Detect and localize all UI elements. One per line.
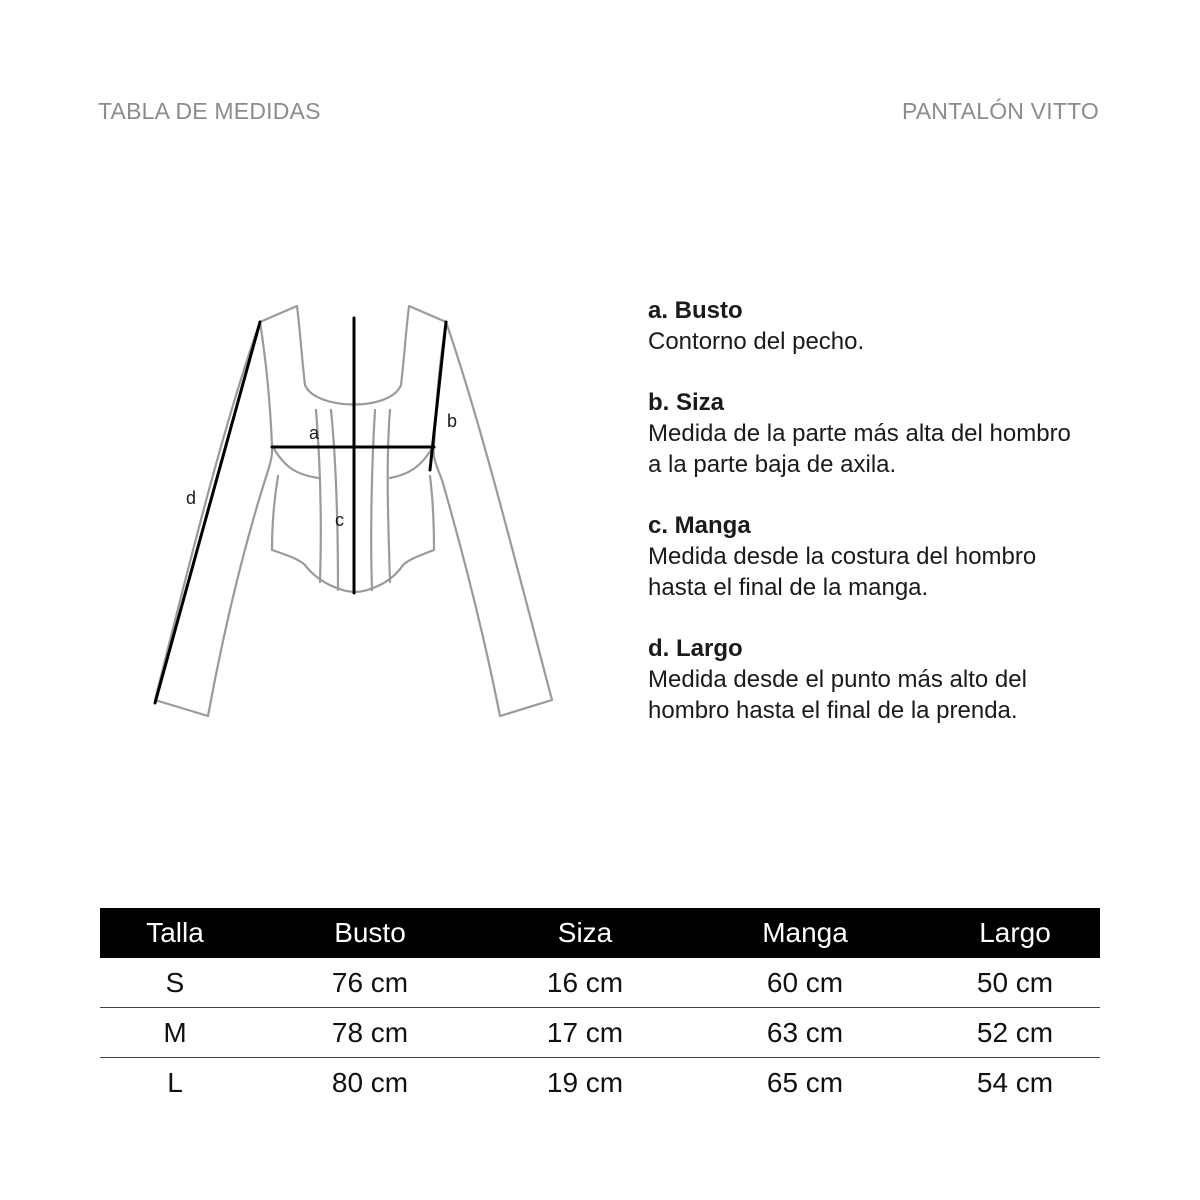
table-cell: M xyxy=(100,1008,250,1058)
size-table xyxy=(100,908,1100,1107)
table-cell: 52 cm xyxy=(930,1008,1100,1058)
table-cell: 78 cm xyxy=(250,1008,490,1058)
legend-desc-line: Medida desde el punto más alto del xyxy=(648,666,1027,693)
legend-title: d. Largo xyxy=(648,635,743,662)
table-row xyxy=(100,958,1100,1008)
legend-title: c. Manga xyxy=(648,512,751,539)
table-header-row xyxy=(100,908,1100,958)
measure-line-d xyxy=(155,322,260,703)
legend-item-busto xyxy=(648,296,1148,357)
table-cell: 76 cm xyxy=(250,958,490,1008)
legend-desc-line: Medida de la parte más alta del hombro xyxy=(648,420,1071,447)
table-cell: 65 cm xyxy=(766,1066,844,1098)
legend-title: b. Siza xyxy=(648,389,725,416)
legend-desc-line: hasta el final de la manga. xyxy=(648,574,929,601)
column-header-busto: Busto xyxy=(250,908,490,958)
column-header-manga: Manga xyxy=(680,908,930,958)
table-cell: 60 cm xyxy=(680,958,930,1008)
table-cell: 80 cm xyxy=(331,1066,409,1098)
table-cell: 16 cm xyxy=(490,958,680,1008)
legend-item-manga xyxy=(648,511,1148,603)
legend-desc-line: hombro hasta el final de la prenda. xyxy=(648,697,1018,724)
legend-desc-line: a la parte baja de axila. xyxy=(648,451,897,478)
table-cell: L xyxy=(167,1066,183,1098)
table-cell: 50 cm xyxy=(930,958,1100,1008)
table-cell: 63 cm xyxy=(680,1008,930,1058)
column-header-talla: Talla xyxy=(100,908,250,958)
table-cell: 54 cm xyxy=(976,1066,1054,1098)
measurement-legend xyxy=(648,296,1148,757)
product-name: PANTALÓN VITTO xyxy=(901,98,1099,124)
label-b: b xyxy=(447,411,458,431)
label-c: c xyxy=(335,510,344,530)
legend-item-largo xyxy=(648,634,1148,726)
garment-diagram xyxy=(140,296,580,726)
label-a: a xyxy=(309,423,320,443)
column-header-largo: Largo xyxy=(930,908,1100,958)
table-cell: S xyxy=(100,958,250,1008)
measure-line-b xyxy=(430,322,446,470)
column-header-siza: Siza xyxy=(490,908,680,958)
table-row xyxy=(100,1058,1100,1108)
label-d: d xyxy=(186,488,197,508)
table-cell: 19 cm xyxy=(546,1066,624,1098)
table-row xyxy=(100,1008,1100,1058)
page-title: TABLA DE MEDIDAS xyxy=(98,98,321,124)
legend-item-siza xyxy=(648,388,1148,480)
legend-desc-line: Medida desde la costura del hombro xyxy=(648,543,1037,570)
legend-desc-line: Contorno del pecho. xyxy=(648,328,865,355)
table-cell: 17 cm xyxy=(490,1008,680,1058)
legend-title: a. Busto xyxy=(648,297,743,324)
